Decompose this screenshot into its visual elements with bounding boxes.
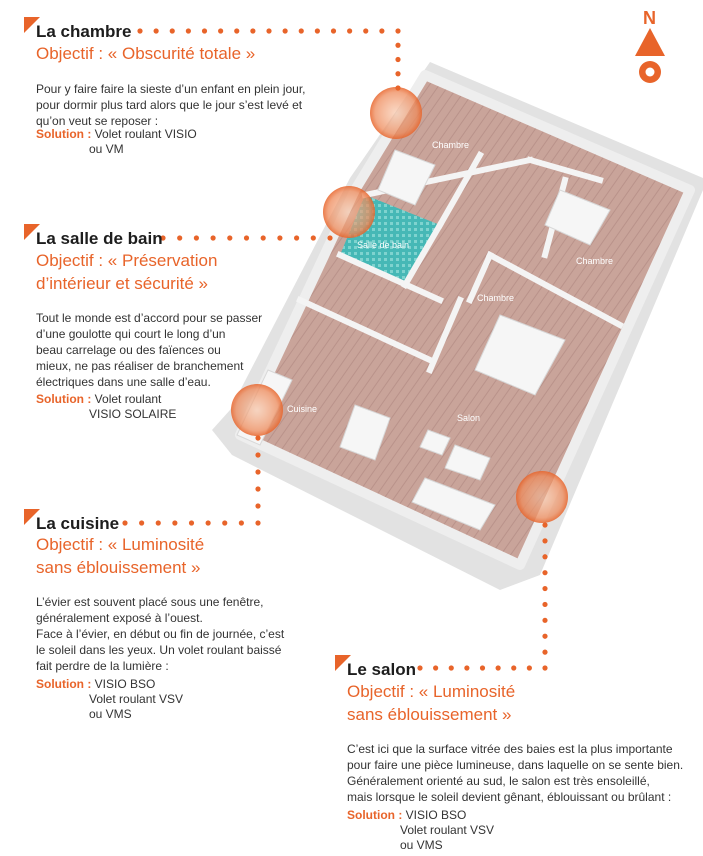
description-salon: C’est ici que la surface vitrée des baies est la plus importante pour faire une pièce lumineuse, dans laquelle on se sente bien. Généralement orienté au sud, le salon est très ensoleillé, mais lorsque le soleil devient gênant, éblouissant ou brûlant : — [347, 742, 684, 804]
connector-cuisine-dot — [122, 520, 127, 525]
connector-chambre-dot — [395, 28, 400, 33]
connector-salle-de-bain-dot — [327, 235, 332, 240]
connector-chambre-dot — [250, 28, 255, 33]
connector-cuisine-dot — [255, 452, 260, 457]
connector-chambre-dot — [266, 28, 271, 33]
section-title-salle-de-bain: La salle de bain — [30, 229, 163, 249]
room-label-salle-de-bain: Salle de bain — [357, 240, 410, 250]
connector-cuisine-dot — [239, 520, 244, 525]
connector-chambre-dot — [395, 85, 400, 90]
solution-chambre: Solution : Volet roulant VISIO ou VM — [36, 127, 197, 156]
connector-cuisine-dot — [156, 520, 161, 525]
compass-north-letter: N — [643, 8, 656, 28]
connector-salon-dot — [449, 665, 454, 670]
connector-chambre-dot — [234, 28, 239, 33]
connector-cuisine-dot — [172, 520, 177, 525]
room-label-chambre-3: Chambre — [477, 293, 515, 303]
connector-salon-dot — [511, 665, 516, 670]
halo-cuisine — [231, 384, 283, 436]
connector-chambre-dot — [363, 28, 368, 33]
connector-salon-dot — [542, 602, 547, 607]
connector-cuisine-dot — [206, 520, 211, 525]
connector-salon-dot — [542, 538, 547, 543]
connector-chambre-dot — [331, 28, 336, 33]
connector-chambre-dot — [137, 28, 142, 33]
connector-chambre-dot — [395, 71, 400, 76]
room-label-salon: Salon — [457, 413, 481, 423]
connector-salle-de-bain-dot — [227, 235, 232, 240]
connector-salon-dot — [464, 665, 469, 670]
connector-salon-dot — [542, 570, 547, 575]
connector-salle-de-bain-dot — [194, 235, 199, 240]
compass — [635, 8, 665, 83]
halo-chambre — [370, 87, 422, 139]
objective-cuisine: Objectif : « Luminosité sans éblouissement » — [36, 535, 205, 577]
connector-salon-dot — [417, 665, 422, 670]
connector-chambre-dot — [170, 28, 175, 33]
description-salle-de-bain: Tout le monde est d’accord pour se passer d’une goulotte qui court le long d’un beau carrelage ou des faïences ou mieux, ne pas réaliser de branchement électriques dans une salle d’eau. — [36, 311, 263, 389]
halo-salle-de-bain — [323, 186, 375, 238]
connector-salon-dot — [542, 650, 547, 655]
connector-chambre-dot — [154, 28, 159, 33]
connector-chambre-dot — [347, 28, 352, 33]
section-title-cuisine: La cuisine — [30, 514, 119, 534]
connector-salon-dot — [542, 522, 547, 527]
connector-chambre-dot — [202, 28, 207, 33]
connector-salon-dot — [527, 665, 532, 670]
connector-cuisine-dot — [222, 520, 227, 525]
connector-salon-dot — [542, 634, 547, 639]
objective-salle-de-bain: Objectif : « Préservation d’intérieur et sécurité » — [36, 251, 218, 293]
connector-chambre-dot — [283, 28, 288, 33]
compass-ring-hole — [646, 68, 655, 77]
room-label-chambre-1: Chambre — [432, 140, 470, 150]
connector-cuisine-dot — [255, 486, 260, 491]
connector-salle-de-bain-dot — [177, 235, 182, 240]
section-title-chambre: La chambre — [30, 22, 131, 42]
solution-cuisine: Solution : VISIO BSO Volet roulant VSV ou VMS — [36, 677, 184, 721]
room-label-cuisine: Cuisine — [287, 404, 318, 414]
connector-salle-de-bain-dot — [294, 235, 299, 240]
connector-cuisine-dot — [255, 469, 260, 474]
description-cuisine: L’évier est souvent placé sous une fenêtre, généralement exposé à l’ouest. Face à l’évier, en début ou fin de journée, c’est le soleil dans les yeux. Un volet roulant baissé fait perdre de la lumière : — [36, 595, 285, 673]
connector-chambre-dot — [315, 28, 320, 33]
connector-salle-de-bain-dot — [261, 235, 266, 240]
connector-cuisine-dot — [255, 503, 260, 508]
connector-salle-de-bain-dot — [244, 235, 249, 240]
objective-chambre: Objectif : « Obscurité totale » — [36, 44, 256, 63]
solution-salle-de-bain: Solution : Volet roulant VISIO SOLAIRE — [36, 392, 177, 421]
connector-chambre-dot — [299, 28, 304, 33]
connector-salon-dot — [542, 665, 547, 670]
connector-salon-dot — [433, 665, 438, 670]
solution-salon: Solution : VISIO BSO Volet roulant VSV ou VMS — [347, 808, 495, 852]
connector-salon-dot — [542, 554, 547, 559]
connector-chambre-dot — [395, 57, 400, 62]
connector-salon-dot — [542, 586, 547, 591]
connector-cuisine-dot — [255, 520, 260, 525]
compass-arrow-icon — [635, 28, 665, 56]
description-chambre: Pour y faire faire la sieste d’un enfant en plein jour, pour dormir plus tard alors que le jour s’est levé et qu’on veut se reposer : — [36, 82, 306, 128]
connector-salle-de-bain-dot — [211, 235, 216, 240]
connector-cuisine-dot — [255, 435, 260, 440]
objective-salon: Objectif : « Luminosité sans éblouissement » — [347, 682, 516, 724]
connector-cuisine-dot — [139, 520, 144, 525]
connector-chambre-dot — [186, 28, 191, 33]
section-title-salon: Le salon — [341, 660, 416, 680]
connector-chambre-dot — [379, 28, 384, 33]
connector-chambre-dot — [218, 28, 223, 33]
room-label-chambre-2: Chambre — [576, 256, 614, 266]
connector-salle-de-bain-dot — [277, 235, 282, 240]
connector-chambre-dot — [395, 43, 400, 48]
halo-salon — [516, 471, 568, 523]
connector-salon-dot — [480, 665, 485, 670]
connector-salon-dot — [542, 618, 547, 623]
connector-salle-de-bain-dot — [311, 235, 316, 240]
connector-cuisine-dot — [189, 520, 194, 525]
connector-salon-dot — [496, 665, 501, 670]
